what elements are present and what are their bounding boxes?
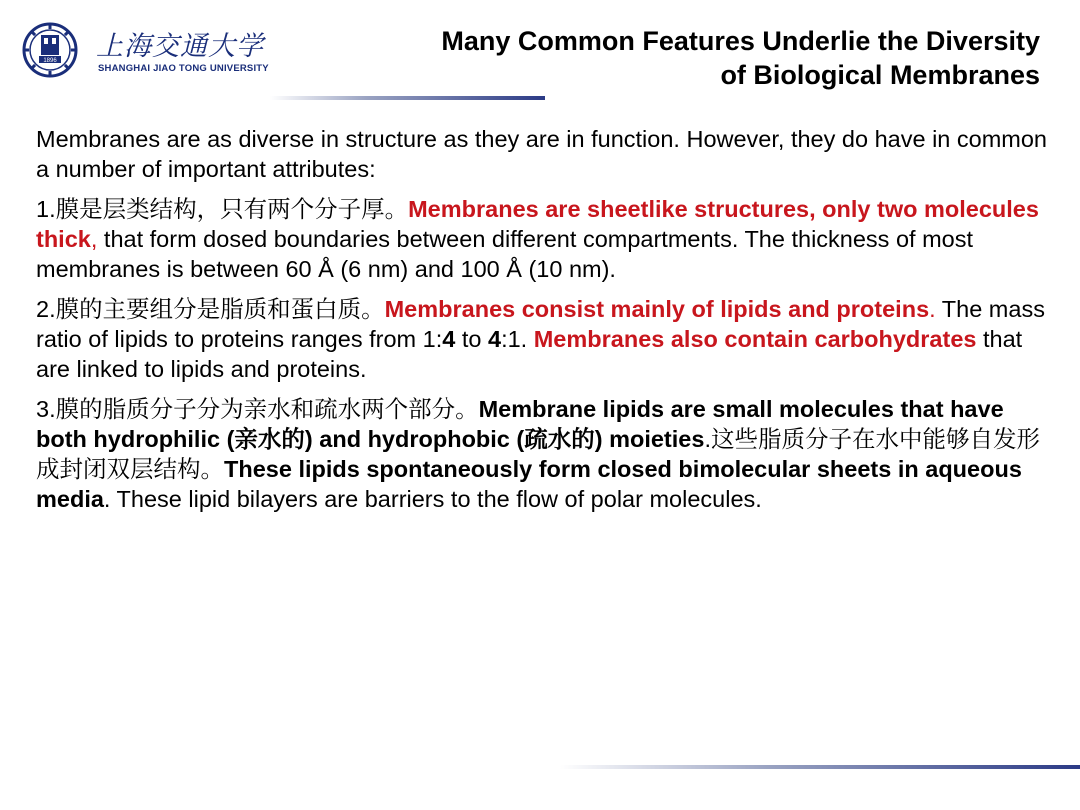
- point-2-highlight-1: Membranes consist mainly of lipids and proteins: [384, 296, 930, 322]
- university-logo: [22, 22, 269, 82]
- point-1-comma: ,: [90, 226, 98, 252]
- point-2-text-3: :1.: [501, 326, 534, 352]
- point-2-text-4: that are linked to lipids and proteins.: [36, 326, 1023, 382]
- point-2-highlight-2: Membranes also contain carbohydrates: [533, 326, 977, 352]
- intro-paragraph: Membranes are as diverse in structure as they are in function. However, they do have in common a number of important attributes:: [36, 126, 1047, 182]
- point-3-bold-2: These lipids spontaneously form closed bimolecular sheets in aqueous media: [36, 456, 1022, 512]
- point-2-num-1: 4: [442, 326, 456, 352]
- point-3-bold-1: Membrane lipids are small molecules that have both hydrophilic (亲水的) and hydrophobic (疏水的) moieties: [36, 396, 1004, 452]
- point-2-num-2: 4: [487, 326, 502, 352]
- point-3-cn-2: .这些脂质分子在水中能够自发形成封闭双层结构。: [36, 426, 1040, 482]
- title-line-1: Many Common Features Underlie the Diversity: [441, 26, 1040, 56]
- point-2-text-2: to: [455, 326, 488, 352]
- point-1-paragraph: [36, 194, 1056, 284]
- point-2-dot: .: [929, 296, 936, 322]
- point-3-paragraph: [36, 394, 1056, 514]
- point-2-paragraph: [36, 294, 1056, 384]
- title-line-2: of Biological Membranes: [720, 60, 1040, 90]
- footer-divider: [560, 765, 1080, 769]
- point-1-highlight: Membranes are sheetlike structures, only two molecules thick: [36, 196, 1039, 252]
- seal-year: 1896: [43, 58, 57, 64]
- slide-title: [320, 24, 1040, 92]
- university-seal-icon: [22, 22, 78, 78]
- point-2-cn: 2.膜的主要组分是脂质和蛋白质。: [36, 296, 385, 322]
- point-2-text-1: The mass ratio of lipids to proteins ranges from 1:: [36, 296, 1045, 352]
- slide-body: [36, 124, 1056, 524]
- point-1-cn: 1.膜是层类结构，只有两个分子厚。: [36, 196, 409, 222]
- point-3-text: . These lipid bilayers are barriers to the flow of polar molecules.: [103, 486, 762, 512]
- university-name-en: SHANGHAI JIAO TONG UNIVERSITY: [98, 63, 269, 74]
- point-3-cn: 3.膜的脂质分子分为亲水和疏水两个部分。: [36, 396, 479, 422]
- header-divider: [270, 96, 545, 100]
- university-name-cn: 上海交通大学: [96, 31, 264, 62]
- point-1-text: that form dosed boundaries between different compartments. The thickness of most membranes is between 60 Å (6 nm) and 100 Å (10 nm).: [36, 226, 974, 282]
